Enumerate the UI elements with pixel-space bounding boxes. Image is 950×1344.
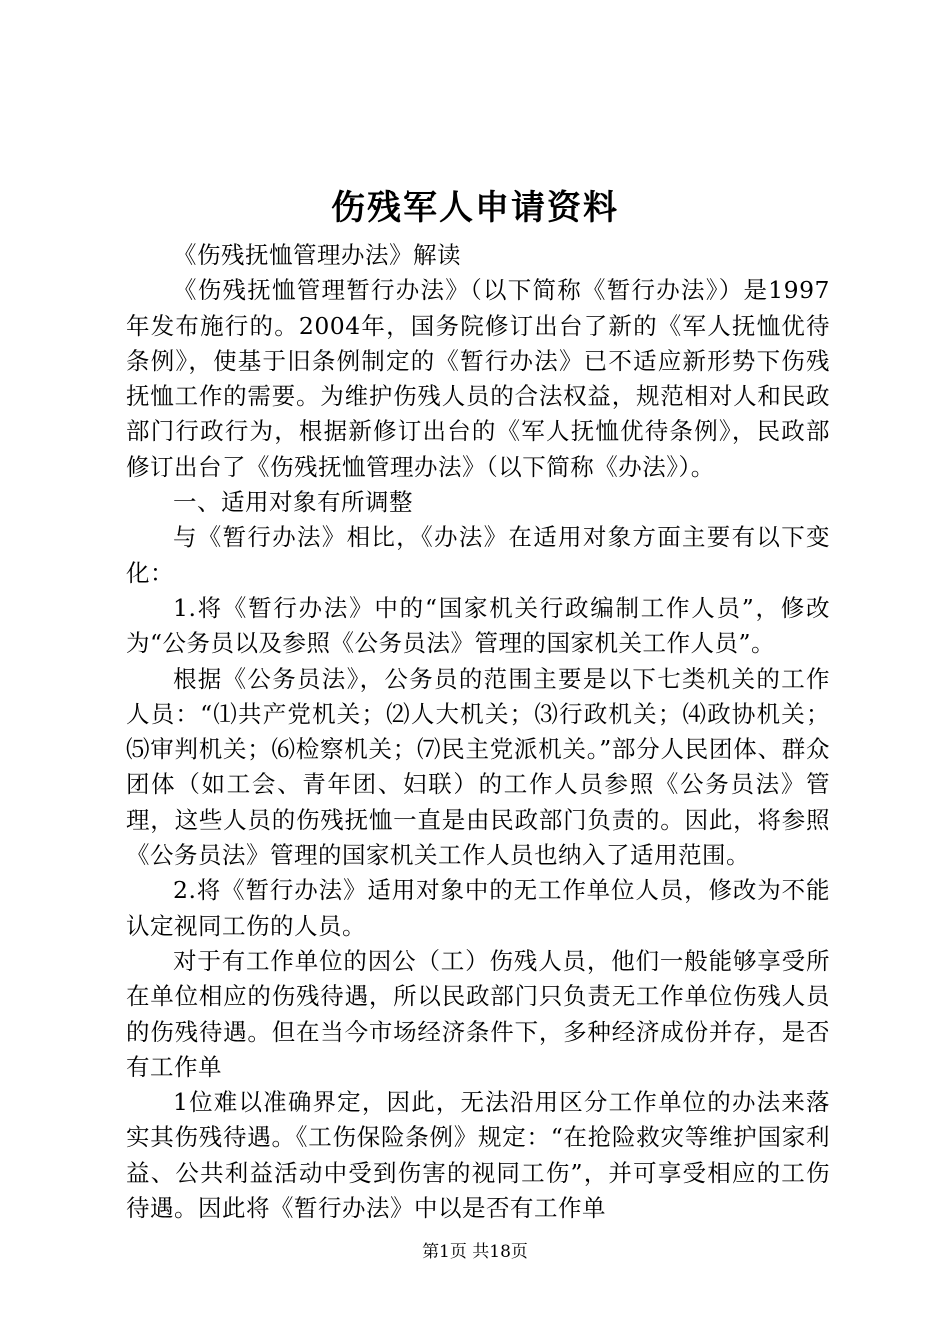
paragraph: 2.将《暂行办法》适用对象中的无工作单位人员，修改为不能认定视同工伤的人员。 <box>126 876 830 940</box>
paragraph: 对于有工作单位的因公（工）伤残人员，他们一般能够享受所在单位相应的伤残待遇，所以民政部门只负责无工作单位伤残人员的伤残待遇。但在当今市场经济条件下，多种经济成份并存，是否有工作单 <box>126 946 830 1081</box>
page-footer: 第1页 共18页 <box>422 1242 528 1262</box>
document-title: 伤残军人申请资料 <box>331 188 619 228</box>
paragraph-subtitle: 《伤残抚恤管理办法》解读 <box>173 241 461 269</box>
paragraph: 与《暂行办法》相比，《办法》在适用对象方面主要有以下变化： <box>126 523 830 587</box>
section-heading: 一、适用对象有所调整 <box>173 488 413 517</box>
paragraph: 1位难以准确界定，因此，无法沿用区分工作单位的办法来落实其伤残待遇。《工伤保险条例》规定：“在抢险救灾等维护国家利益、公共利益活动中受到伤害的视同工伤”，并可享受相应的工伤待遇。因此将《暂行办法》中以是否有工作单 <box>126 1088 830 1223</box>
document-body <box>126 238 830 1226</box>
paragraph: 根据《公务员法》，公务员的范围主要是以下七类机关的工作人员：“⑴共产党机关；⑵人大机关；⑶行政机关；⑷政协机关；⑸审判机关；⑹检察机关；⑺民主党派机关。”部分人民团体、群众团体（如工会、青年团、妇联）的工作人员参照《公务员法》管理，这些人员的伤残抚恤一直是由民政部门负责的。因此，将参照《公务员法》管理的国家机关工作人员也纳入了适用范围。 <box>126 664 830 870</box>
paragraph-intro: 《伤残抚恤管理暂行办法》（以下简称《暂行办法》）是1997年发布施行的。2004年，国务院修订出台了新的《军人抚恤优待条例》，使基于旧条例制定的《暂行办法》已不适应新形势下伤残抚恤工作的需要。为维护伤残人员的合法权益，规范相对人和民政部门行政行为，根据新修订出台的《军人抚恤优待条例》，民政部修订出台了《伤残抚恤管理办法》（以下简称《办法》）。 <box>126 276 830 481</box>
paragraph: 1.将《暂行办法》中的“国家机关行政编制工作人员”，修改为“公务员以及参照《公务员法》管理的国家机关工作人员”。 <box>126 593 830 658</box>
